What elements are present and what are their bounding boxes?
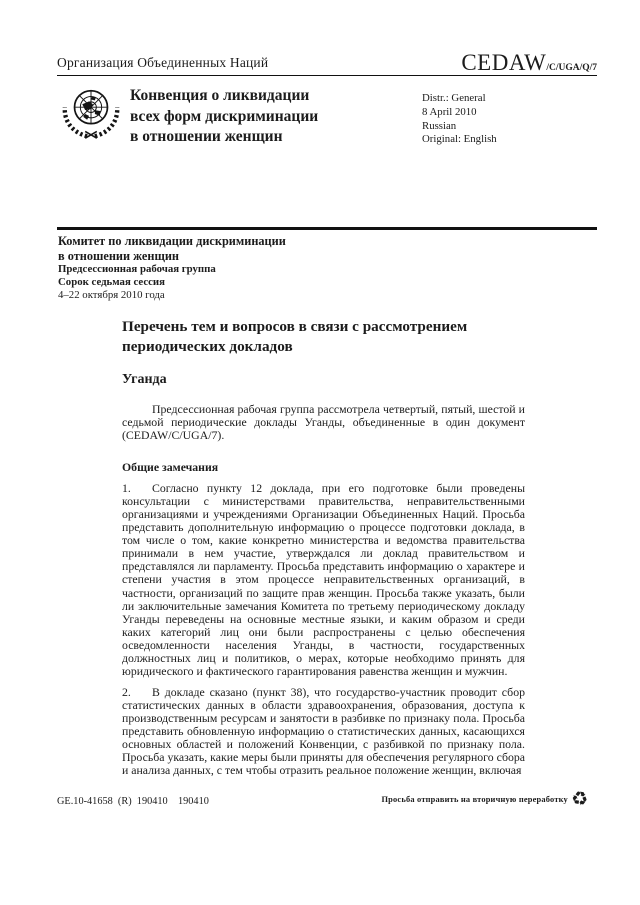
date-line: 8 April 2010 [422,105,477,118]
language-line: Russian [422,119,457,132]
paragraph-2-number: 2. [122,684,131,699]
session-dates: 4–22 октября 2010 года [58,289,165,301]
convention-title-line: в отношении женщин [130,128,283,145]
masthead-divider [57,75,597,76]
document-symbol [461,50,597,76]
convention-title-line: Конвенция о ликвидации [130,87,310,104]
convention-title-line: всех форм дискриминации [130,107,319,125]
distr-line: Distr.: General [422,92,486,104]
paragraph-2 [122,686,525,778]
convention-title [130,86,318,148]
main-content [122,317,525,777]
document-symbol-main: CEDAW [461,50,547,75]
section-divider [57,226,597,230]
recycle-note-text: Просьба отправить на вторичную переработку [381,795,568,804]
paragraph-1-text: Согласно пункту 12 доклада, при его подготовке были проведены консультации с министерствами правительства, неправительственными организациями и учреждениями Организации Объединенных Наций. Просьба представить дополнительную информацию о процессе подготовки доклада, в том числе о том, какие конкретно министерства и ведомства правительства принимали в нем участие, утверждался ли доклад правительством и представлялся ли парламенту. Просьба представить информацию о характере и степени участия в этом процессе неправительственных организаций, в частности, организаций по защите прав женщин. Просьба также указать, были ли заключительные замечания Комитета по третьему периодическому докладу Уганды переведены на основные местные языки, и каким образом и среди каких категорий лиц они были распространены с целью обеспечения осведомленности населения Уганды, в частности, государственных должностных лиц и политиков, о мерах, которые необходимо принять для юридического и фактического гарантирования равенства женщин и мужчин. [122,480,525,679]
paragraph-2-text: В докладе сказано (пункт 38), что государство-участник проводит сбор статистических данных в области здравоохранения, образования, доступа к производственным ресурсам и занятости в разбивке по признаку пола. Просьба представить обновленную информацию о статистических данных, касающихся основных областей и положений Конвенции, с разбивкой по признаку пола. Просьба указать, какие меры были приняты для обеспечения регулярного сбора и анализа данных, с тем чтобы отразить реальное положение женщин, включая [122,684,525,778]
committee-name-line1: Комитет по ликвидации дискриминации [58,234,286,248]
committee-block [58,234,286,302]
un-org-name: Организация Объединенных Наций [57,55,269,70]
section-heading: Общие замечания [122,460,219,475]
paragraph-1-number: 1. [122,480,131,495]
distribution-block [422,92,497,147]
page-title: Перечень тем и вопросов в связи с рассмотрением периодических докладов [122,318,468,355]
country-heading: Уганда [122,372,167,387]
working-group: Предсессионная рабочая группа [58,263,216,275]
paragraph-1 [122,482,525,678]
document-reference: GE.10-41658 (R) 190410 190410 [57,796,209,807]
document-symbol-suffix: /C/UGA/Q/7 [546,63,597,73]
recycle-icon: ♻ [569,786,590,812]
session-number: Сорок седьмая сессия [58,276,165,288]
original-language-line: Original: English [422,133,497,146]
committee-name-line2: в отношении женщин [58,248,179,263]
un-emblem-icon [60,82,122,149]
intro-paragraph: Предсессионная рабочая группа рассмотрела четвертый, пятый, шестой и седьмой периодические доклады Уганды, объединенные в один документ (CEDAW/C/UGA/7). [122,402,525,443]
recycle-notice [381,786,590,812]
